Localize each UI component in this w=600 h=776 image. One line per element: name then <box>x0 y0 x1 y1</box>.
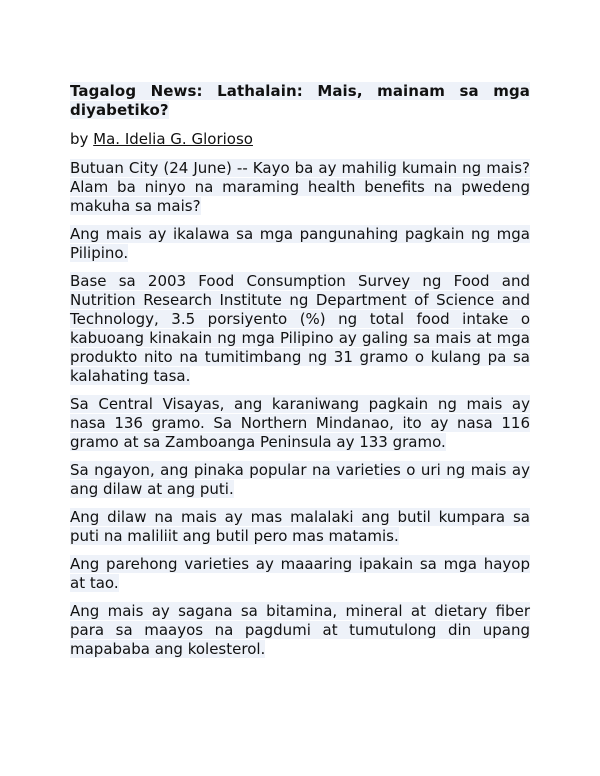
paragraph-text: Ang dilaw na mais ay mas malalaki ang butil kumpara sa puti na maliliit ang butil pero mas matamis. <box>70 508 530 545</box>
article <box>70 82 530 668</box>
paragraph-text: Ang parehong varieties ay maaaring ipakain sa mga hayop at tao. <box>70 555 530 592</box>
paragraph-text: Base sa 2003 Food Consumption Survey ng Food and Nutrition Research Institute ng Department of Science and Technology, 3.5 porsiyento (%) ng total food intake o kabuoang kinakain ng mga Pilipino ay galing sa mais at mga produkto nito na tumitimbang ng 31 gramo o kulang pa sa kalahating tasa. <box>70 272 530 385</box>
paragraph-text: Ang mais ay sagana sa bitamina, mineral at dietary fiber para sa maayos na pagdumi at tumutulong din upang mapababa ang kolesterol. <box>70 602 530 658</box>
paragraph-1 <box>70 159 530 216</box>
paragraph-text: Butuan City (24 June) -- Kayo ba ay mahilig kumain ng mais? Alam ba ninyo na maraming health benefits na pwedeng makuha sa mais? <box>70 159 530 215</box>
paragraph-7 <box>70 555 530 593</box>
byline <box>70 130 530 149</box>
paragraph-8 <box>70 602 530 659</box>
paragraph-4 <box>70 395 530 452</box>
author-link[interactable]: Ma. Idelia G. Glorioso <box>93 130 253 148</box>
paragraph-6 <box>70 508 530 546</box>
paragraph-text: Ang mais ay ikalawa sa mga pangunahing pagkain ng mga Pilipino. <box>70 225 530 262</box>
paragraph-text: Sa ngayon, ang pinaka popular na varieties o uri ng mais ay ang dilaw at ang puti. <box>70 461 530 498</box>
article-title <box>70 82 530 120</box>
paragraph-5 <box>70 461 530 499</box>
article-title-text: Tagalog News: Lathalain: Mais, mainam sa mga diyabetiko? <box>70 82 530 119</box>
paragraph-3 <box>70 272 530 386</box>
byline-prefix: by <box>70 130 94 148</box>
paragraph-text: Sa Central Visayas, ang karaniwang pagkain ng mais ay nasa 136 gramo. Sa Northern Mindanao, ito ay nasa 116 gramo at sa Zamboanga Peninsula ay 133 gramo. <box>70 395 530 451</box>
paragraph-2 <box>70 225 530 263</box>
